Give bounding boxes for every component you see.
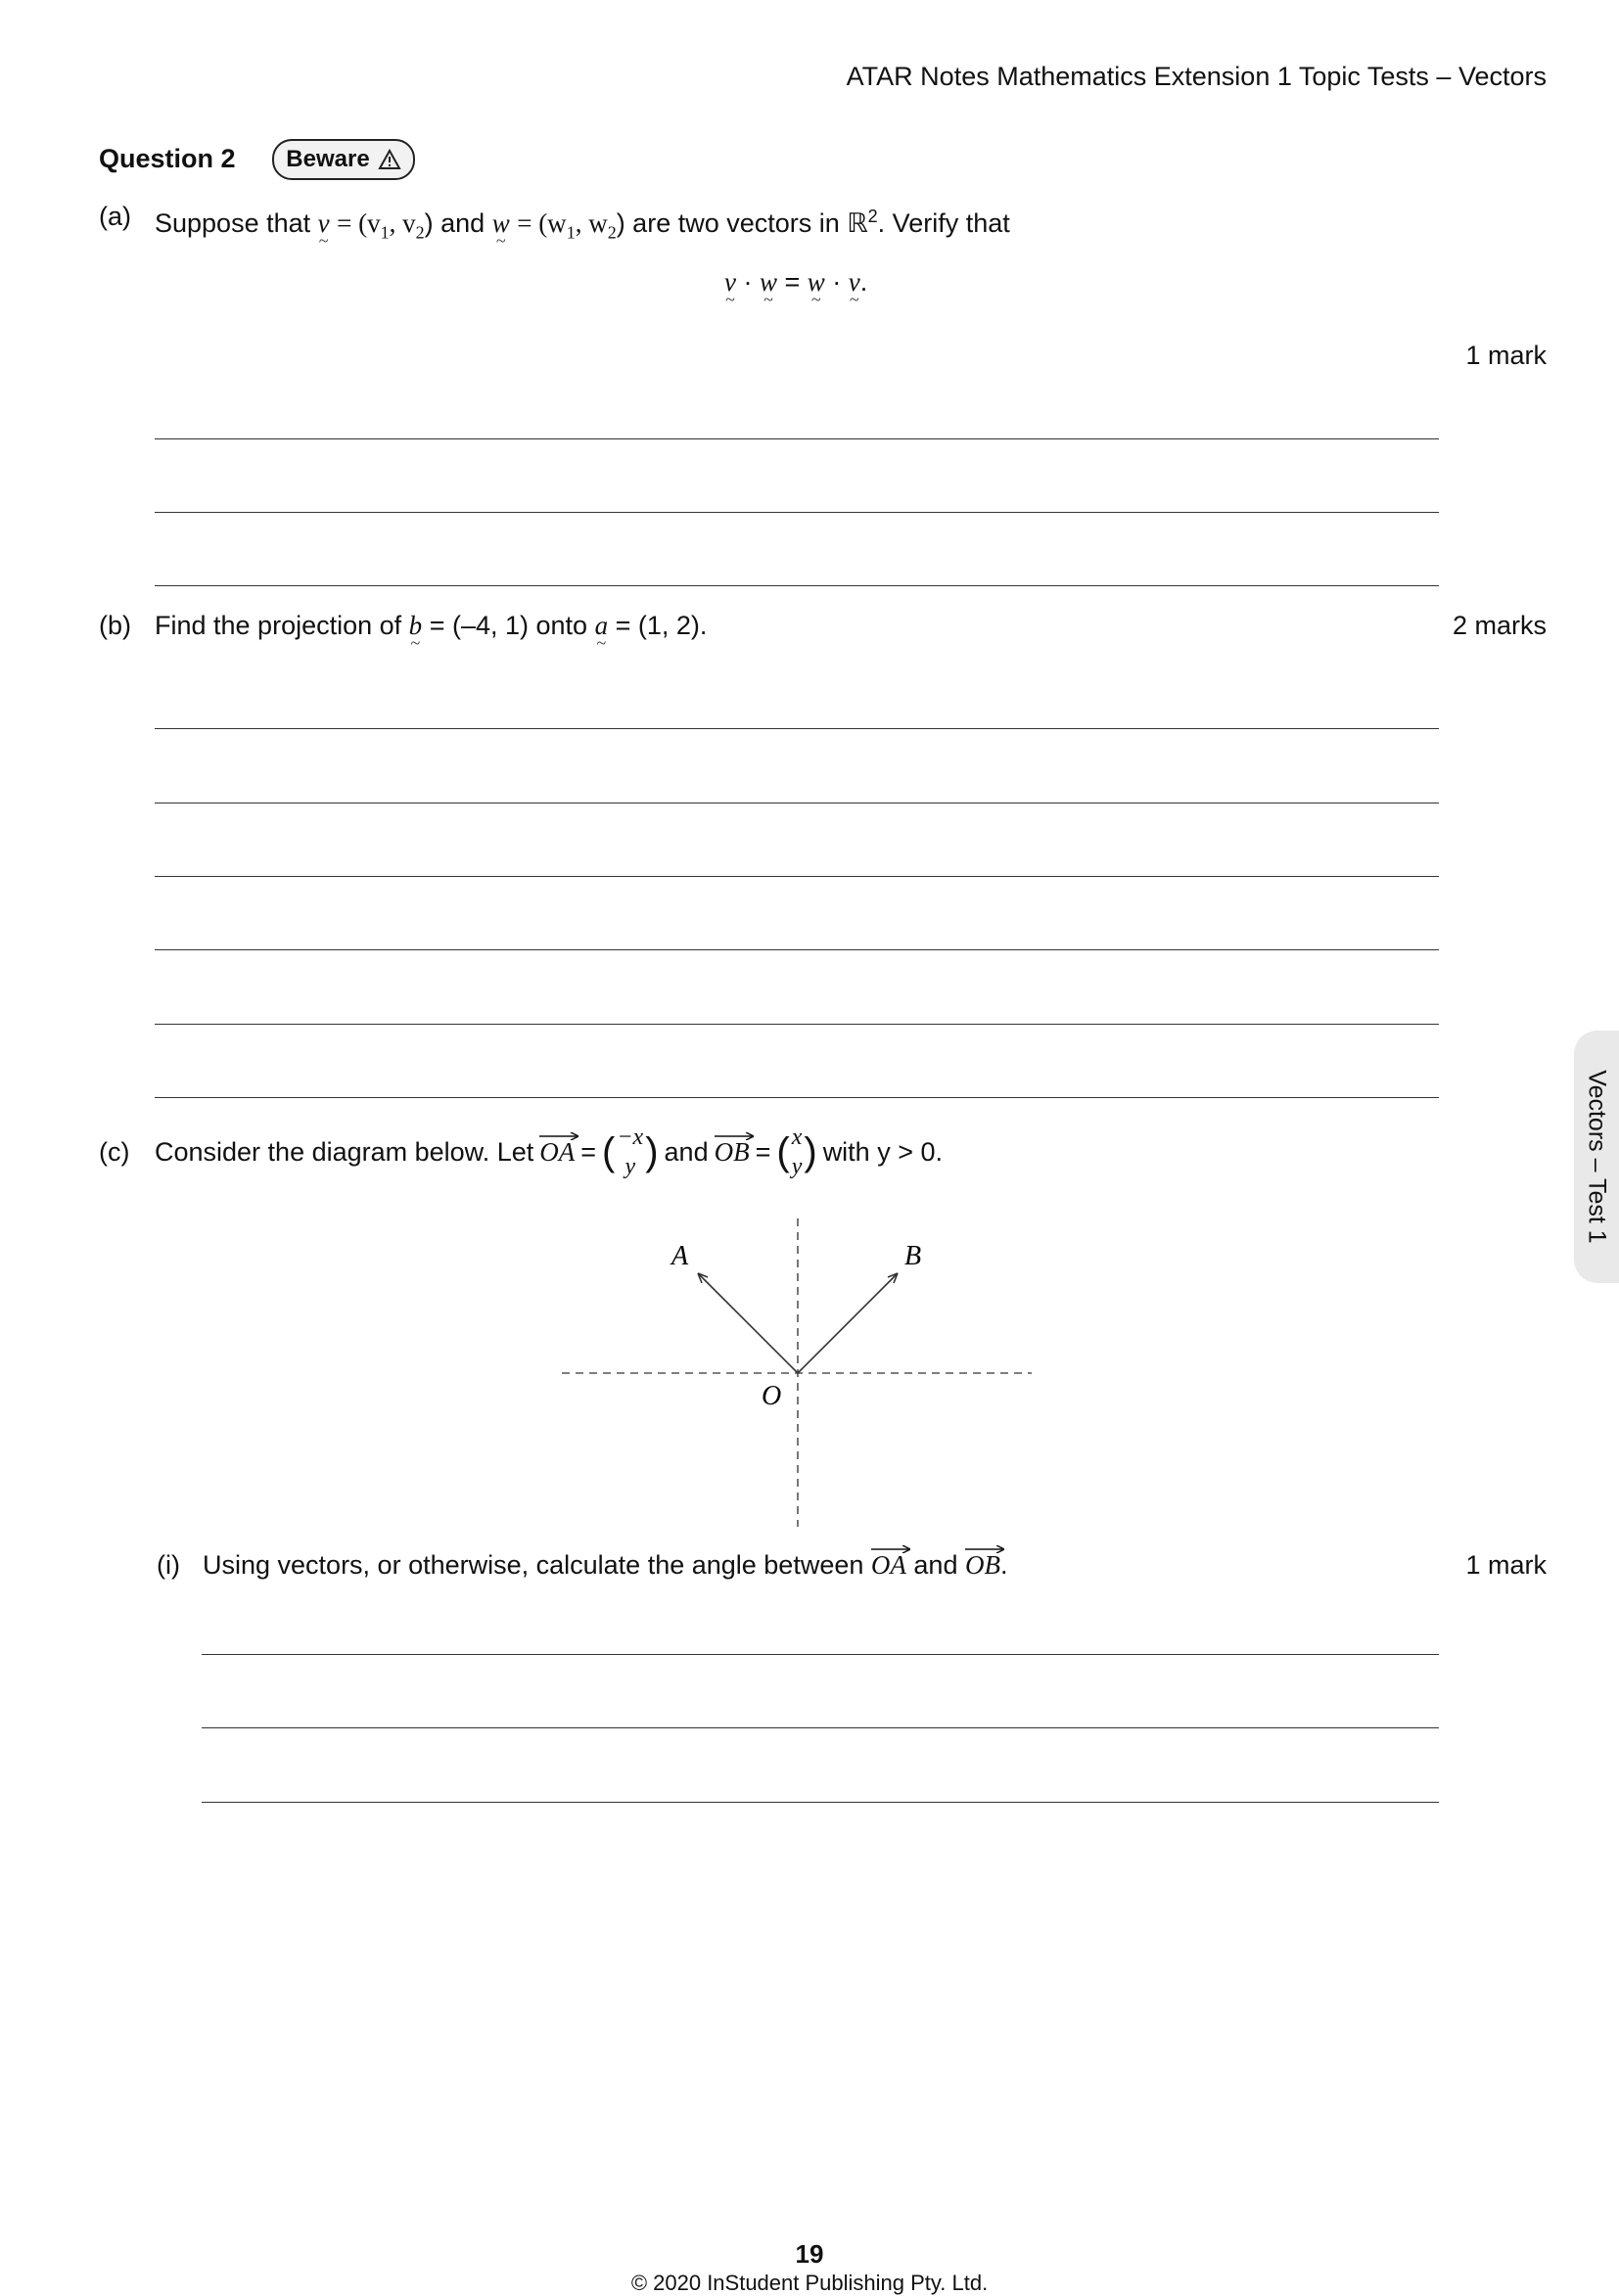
part-c-statement: Consider the diagram below. Let OA = ( −x y ) and OB = ( x y ) with y > 0. xyxy=(155,1125,943,1179)
answer-line[interactable] xyxy=(155,876,1439,877)
vector-ob: OB xyxy=(715,1136,750,1168)
vector-oa: OA xyxy=(871,1549,906,1581)
part-c-i-marks: 1 mark xyxy=(1465,1550,1547,1580)
vector-oa: OA xyxy=(539,1136,575,1168)
point-a-label: A xyxy=(671,1241,689,1271)
part-b-label: (b) xyxy=(99,611,131,640)
answer-line[interactable] xyxy=(155,1097,1439,1098)
answer-line[interactable] xyxy=(202,1654,1439,1655)
vector-v: v ~ xyxy=(318,207,330,239)
part-a-statement: Suppose that v ~ = ($v_1$, $v_2$) and w ~ = ($w_1$, $w_2$) are two vectors in ℝ$^2$. Verify that xyxy=(155,201,1010,248)
answer-line[interactable] xyxy=(155,1024,1439,1025)
vector-ob-arrow xyxy=(798,1273,898,1373)
column-vector-ob: ( x y ) xyxy=(776,1125,817,1179)
answer-line[interactable] xyxy=(202,1727,1439,1728)
part-a-marks: 1 mark xyxy=(1465,341,1547,370)
vector-ob: OB xyxy=(965,1549,1000,1581)
part-b-marks: 2 marks xyxy=(1452,611,1547,640)
origin-label: O xyxy=(762,1381,782,1411)
answer-line[interactable] xyxy=(155,728,1439,729)
running-header: ATAR Notes Mathematics Extension 1 Topic Tests – Vectors xyxy=(846,62,1547,91)
warning-triangle-icon xyxy=(378,149,401,170)
copyright: © 2020 InStudent Publishing Pty. Ltd. xyxy=(630,2271,989,2295)
question-title: Question 2 xyxy=(99,144,236,173)
badge-label: Beware xyxy=(286,146,370,172)
side-tab xyxy=(1574,1031,1619,1283)
vector-oa-arrow xyxy=(698,1273,798,1373)
answer-line[interactable] xyxy=(155,803,1439,804)
vector-diagram xyxy=(548,1209,1038,1532)
column-vector-oa: ( −x y ) xyxy=(602,1125,659,1179)
answer-line[interactable] xyxy=(155,438,1439,439)
part-c-label: (c) xyxy=(99,1137,130,1167)
part-a-display-equation: v ~ · w ~ = w ~ · v ~. xyxy=(724,266,867,298)
part-c-i-label: (i) xyxy=(157,1550,180,1580)
part-a-label: (a) xyxy=(99,202,131,231)
answer-line[interactable] xyxy=(202,1802,1439,1803)
vector-w: w ~ xyxy=(492,207,510,239)
page-number: 19 xyxy=(795,2239,824,2269)
point-b-label: B xyxy=(904,1241,922,1271)
part-b-statement: Find the projection of b ~ = (–4, 1) onto a ~ = (1, 2). xyxy=(155,610,707,641)
answer-line[interactable] xyxy=(155,512,1439,513)
beware-badge xyxy=(272,139,415,180)
vector-b: b ~ xyxy=(409,610,423,641)
answer-line[interactable] xyxy=(155,585,1439,586)
vector-a: a ~ xyxy=(595,610,609,641)
side-tab-label: Vectors – Test 1 xyxy=(1583,1070,1611,1244)
part-c-i-statement: Using vectors, or otherwise, calculate the angle between OA and OB. xyxy=(203,1549,1008,1581)
answer-line[interactable] xyxy=(155,949,1439,950)
